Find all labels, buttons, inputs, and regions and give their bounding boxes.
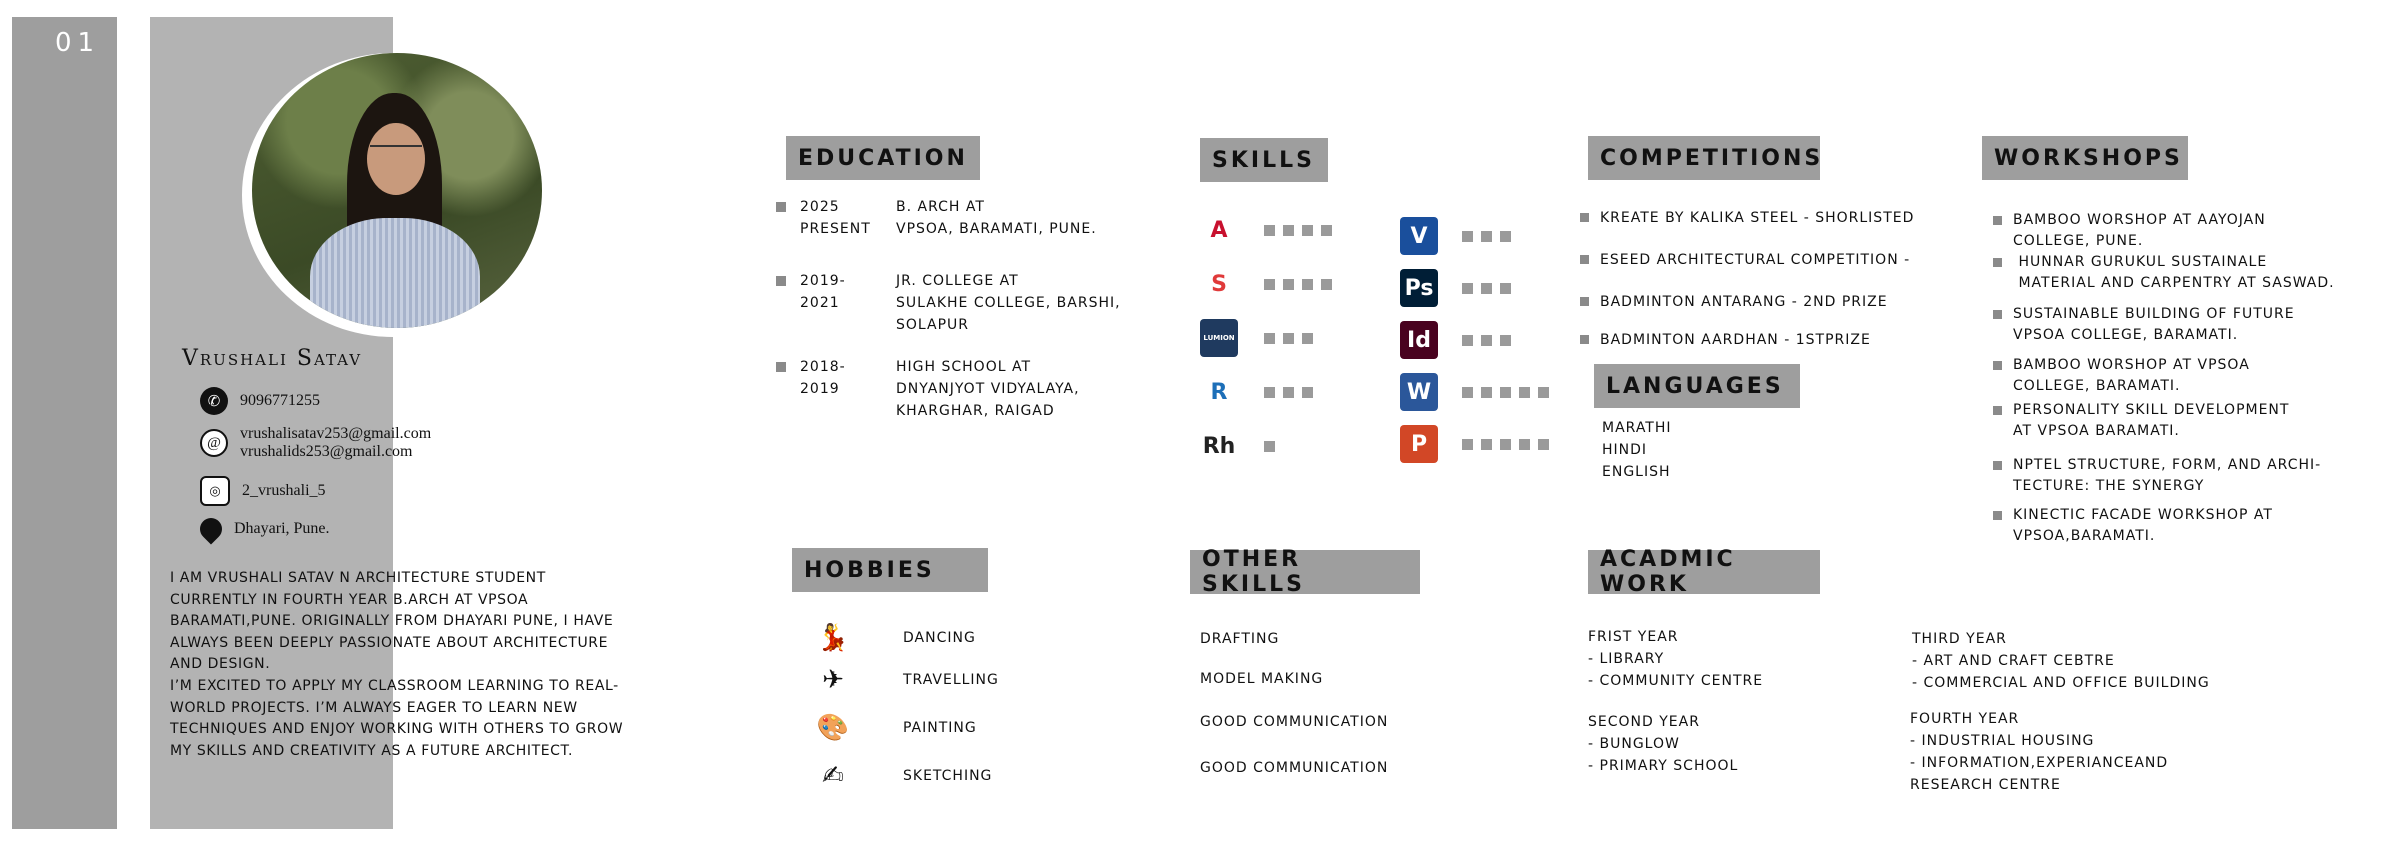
academic-first-year <box>1588 626 1763 692</box>
dancing-icon: 💃 <box>816 623 850 653</box>
workshop-item: KINECTIC FACADE WORKSHOP AT VPSOA,BARAMATI. <box>1993 505 2273 547</box>
workshops-header: WORKSHOPS <box>1982 136 2188 180</box>
skill-level-dot <box>1500 439 1511 450</box>
language-item: HINDI <box>1602 442 1648 458</box>
workshop-item: PERSONALITY SKILL DEVELOPMENT AT VPSOA BARAMATI. <box>1993 400 2289 442</box>
education-item <box>776 270 1121 336</box>
third-year-heading: THIRD YEAR <box>1912 631 2007 647</box>
skill-row <box>1200 257 1332 311</box>
skill-level-dot <box>1264 225 1275 236</box>
first-year-heading: FRIST YEAR <box>1588 629 1679 645</box>
skill-row <box>1200 365 1332 419</box>
skill-level-dots <box>1264 225 1332 236</box>
workshop-item: HUNNAR GURUKUL SUSTAINALE MATERIAL AND CARPENTRY AT SASWAD. <box>1993 252 2335 294</box>
skill-level-dot <box>1462 231 1473 242</box>
skill-level-dots <box>1264 333 1313 344</box>
other-skill-item: MODEL MAKING <box>1200 671 1324 687</box>
academic-work-header: ACADMIC WORK <box>1588 550 1820 594</box>
education-header: EDUCATION <box>786 136 980 180</box>
third-year-item-2: - COMMERCIAL AND OFFICE BUILDING <box>1912 675 2210 691</box>
skill-level-dot <box>1283 225 1294 236</box>
skill-level-dots <box>1264 279 1332 290</box>
hobby-item <box>815 712 977 744</box>
lumion-icon: LUMION <box>1200 319 1238 357</box>
second-year-item-1: - BUNGLOW <box>1588 736 1680 752</box>
skill-level-dots <box>1264 387 1313 398</box>
competitions-header: COMPETITIONS <box>1588 136 1820 180</box>
skill-row <box>1400 418 1549 470</box>
phone-text: 9096771255 <box>240 392 320 409</box>
education-description: B. ARCH AT VPSOA, BARAMATI, PUNE. <box>896 199 1097 237</box>
skill-level-dot <box>1462 387 1473 398</box>
at-icon: @ <box>200 429 228 457</box>
skill-level-dot <box>1264 441 1275 452</box>
photoshop-icon: Ps <box>1400 269 1438 307</box>
skill-level-dot <box>1321 225 1332 236</box>
skill-level-dot <box>1538 439 1549 450</box>
competition-item: ESEED ARCHITECTURAL COMPETITION - <box>1580 249 1910 271</box>
skills-left-column <box>1200 203 1332 473</box>
other-skill-item: GOOD COMMUNICATION <box>1200 714 1389 730</box>
skill-level-dot <box>1264 387 1275 398</box>
competition-item: BADMINTON ANTARANG - 2ND PRIZE <box>1580 291 1888 313</box>
workshop-item: BAMBOO WORSHOP AT VPSOA COLLEGE, BARAMATI. <box>1993 355 2250 397</box>
skill-level-dot <box>1481 387 1492 398</box>
bullet-square <box>776 276 786 286</box>
skill-level-dot <box>1302 387 1313 398</box>
workshop-item: SUSTAINABLE BUILDING OF FUTURE VPSOA COLLEGE, BARAMATI. <box>1993 304 2295 346</box>
skill-level-dot <box>1500 335 1511 346</box>
skill-level-dot <box>1481 283 1492 294</box>
hobby-item <box>815 622 976 654</box>
third-year-item-1: - ART AND CRAFT CEBTRE <box>1912 653 2115 669</box>
autocad-icon: A <box>1210 217 1228 243</box>
contact-location <box>200 518 330 540</box>
hobby-label: SKETCHING <box>903 768 993 784</box>
skill-level-dot <box>1283 333 1294 344</box>
contact-phone <box>200 387 320 415</box>
sidebar-dark-band <box>12 17 117 829</box>
hobby-item <box>815 664 999 696</box>
airplane-icon: ✈ <box>822 665 844 695</box>
fourth-year-item-3: RESEARCH CENTRE <box>1910 777 2061 793</box>
competition-item: BADMINTON AARDHAN - 1STPRIZE <box>1580 329 1871 351</box>
other-skills-header: OTHER SKILLS <box>1190 550 1420 594</box>
skill-level-dot <box>1519 439 1530 450</box>
sketching-hand-icon: ✍ <box>822 761 844 791</box>
skill-level-dot <box>1481 439 1492 450</box>
languages-list <box>1602 417 1672 483</box>
profile-name: Vrushali Satav <box>182 346 363 371</box>
education-year: 2025 PRESENT <box>800 199 871 237</box>
skill-level-dot <box>1462 335 1473 346</box>
word-icon: W <box>1400 373 1438 411</box>
powerpoint-icon: P <box>1400 425 1438 463</box>
skill-level-dots <box>1462 439 1549 450</box>
other-skill-item: GOOD COMMUNICATION <box>1200 760 1389 776</box>
skill-row <box>1200 203 1332 257</box>
skill-level-dot <box>1264 333 1275 344</box>
fourth-year-item-1: - INDUSTRIAL HOUSING <box>1910 733 2095 749</box>
skill-level-dot <box>1481 231 1492 242</box>
about-paragraph-1: I AM VRUSHALI SATAV N ARCHITECTURE STUDENT CURRENTLY IN FOURTH YEAR B.ARCH AT VPSOA BARAMATI,PUNE. ORIGINALLY FROM DHAYARI PUNE, I HAVE ALWAYS BEEN DEEPLY PASSIONATE ABOUT ARCHITECTURE AND DESIGN. <box>170 570 614 673</box>
hobbies-header: HOBBIES <box>792 548 988 592</box>
photo-shirt <box>310 218 480 328</box>
hobby-label: DANCING <box>903 630 976 646</box>
skill-level-dot <box>1283 279 1294 290</box>
instagram-text: 2_vrushali_5 <box>242 482 326 499</box>
location-pin-icon <box>195 513 226 544</box>
fourth-year-item-2: - INFORMATION,EXPERIANCEAND <box>1910 755 2169 771</box>
hobby-item <box>815 760 992 792</box>
indesign-icon: Id <box>1400 321 1438 359</box>
skill-row <box>1400 210 1549 262</box>
photo-glasses <box>370 145 422 159</box>
page-number: 01 <box>55 28 101 58</box>
contact-instagram <box>200 476 326 506</box>
hobby-label: TRAVELLING <box>903 672 999 688</box>
second-year-item-2: - PRIMARY SCHOOL <box>1588 758 1739 774</box>
skill-level-dot <box>1500 231 1511 242</box>
language-item: ENGLISH <box>1602 464 1671 480</box>
bullet-square <box>776 202 786 212</box>
education-description: JR. COLLEGE AT SULAKHE COLLEGE, BARSHI, SOLAPUR <box>896 273 1121 333</box>
skill-level-dots <box>1462 283 1511 294</box>
workshop-item: NPTEL STRUCTURE, FORM, AND ARCHI- TECTURE: THE SYNERGY <box>1993 455 2321 497</box>
skill-level-dot <box>1538 387 1549 398</box>
revit-icon: R <box>1210 379 1228 405</box>
other-skill-item: DRAFTING <box>1200 631 1280 647</box>
skill-level-dot <box>1302 279 1313 290</box>
skill-level-dot <box>1519 387 1530 398</box>
skills-right-column <box>1400 210 1549 470</box>
sketchup-icon: S <box>1211 271 1227 297</box>
phone-icon: ✆ <box>200 387 228 415</box>
fourth-year-heading: FOURTH YEAR <box>1910 711 2020 727</box>
skill-level-dot <box>1481 335 1492 346</box>
rhino-icon: Rh <box>1202 433 1236 459</box>
skill-level-dot <box>1321 279 1332 290</box>
hobby-label: PAINTING <box>903 720 977 736</box>
skill-row <box>1400 366 1549 418</box>
skill-level-dot <box>1302 333 1313 344</box>
skill-level-dot <box>1500 387 1511 398</box>
skill-level-dots <box>1264 441 1275 452</box>
education-description: HIGH SCHOOL AT DNYANJYOT VIDYALAYA, KHARGHAR, RAIGAD <box>896 359 1080 419</box>
skill-level-dot <box>1462 283 1473 294</box>
first-year-item-1: - LIBRARY <box>1588 651 1665 667</box>
contact-email <box>200 425 431 461</box>
skill-row <box>1400 262 1549 314</box>
skill-level-dot <box>1500 283 1511 294</box>
skills-header: SKILLS <box>1200 138 1328 182</box>
profile-photo <box>252 53 542 328</box>
skill-row <box>1400 314 1549 366</box>
location-text: Dhayari, Pune. <box>234 520 330 537</box>
education-item <box>776 196 1097 240</box>
palette-icon: 🎨 <box>816 713 850 743</box>
instagram-icon: ◎ <box>200 476 230 506</box>
skill-level-dots <box>1462 231 1511 242</box>
skill-level-dots <box>1462 335 1511 346</box>
first-year-item-2: - COMMUNITY CENTRE <box>1588 673 1764 689</box>
language-item: MARATHI <box>1602 420 1672 436</box>
competition-item: KREATE BY KALIKA STEEL - SHORLISTED <box>1580 207 1914 229</box>
skill-level-dot <box>1462 439 1473 450</box>
workshop-item: BAMBOO WORSHOP AT AAYOJAN COLLEGE, PUNE. <box>1993 210 2266 252</box>
education-item <box>776 356 1080 422</box>
academic-fourth-year <box>1910 708 2168 796</box>
skill-level-dot <box>1264 279 1275 290</box>
academic-second-year <box>1588 711 1738 777</box>
email-1: vrushalisatav253@gmail.com <box>240 425 432 442</box>
education-year: 2019- 2021 <box>800 273 846 311</box>
skill-row <box>1200 311 1332 365</box>
bullet-square <box>776 362 786 372</box>
second-year-heading: SECOND YEAR <box>1588 714 1700 730</box>
about-text <box>170 568 630 762</box>
education-year: 2018- 2019 <box>800 359 846 397</box>
email-2: vrushalids253@gmail.com <box>240 443 413 460</box>
skill-level-dot <box>1283 387 1294 398</box>
skill-level-dot <box>1302 225 1313 236</box>
photo-face <box>367 123 425 195</box>
vray-icon: V <box>1400 217 1438 255</box>
academic-third-year <box>1912 628 2210 694</box>
skill-row <box>1200 419 1332 473</box>
skill-level-dots <box>1462 387 1549 398</box>
languages-header: LANGUAGES <box>1594 364 1800 408</box>
about-paragraph-2: I’M EXCITED TO APPLY MY CLASSROOM LEARNING TO REAL-WORLD PROJECTS. I’M ALWAYS EAGER TO LEARN NEW TECHNIQUES AND ENJOY WORKING WITH OTHERS TO GROW MY SKILLS AND CREATIVITY AS A FUTURE ARCHITECT. <box>170 677 624 759</box>
